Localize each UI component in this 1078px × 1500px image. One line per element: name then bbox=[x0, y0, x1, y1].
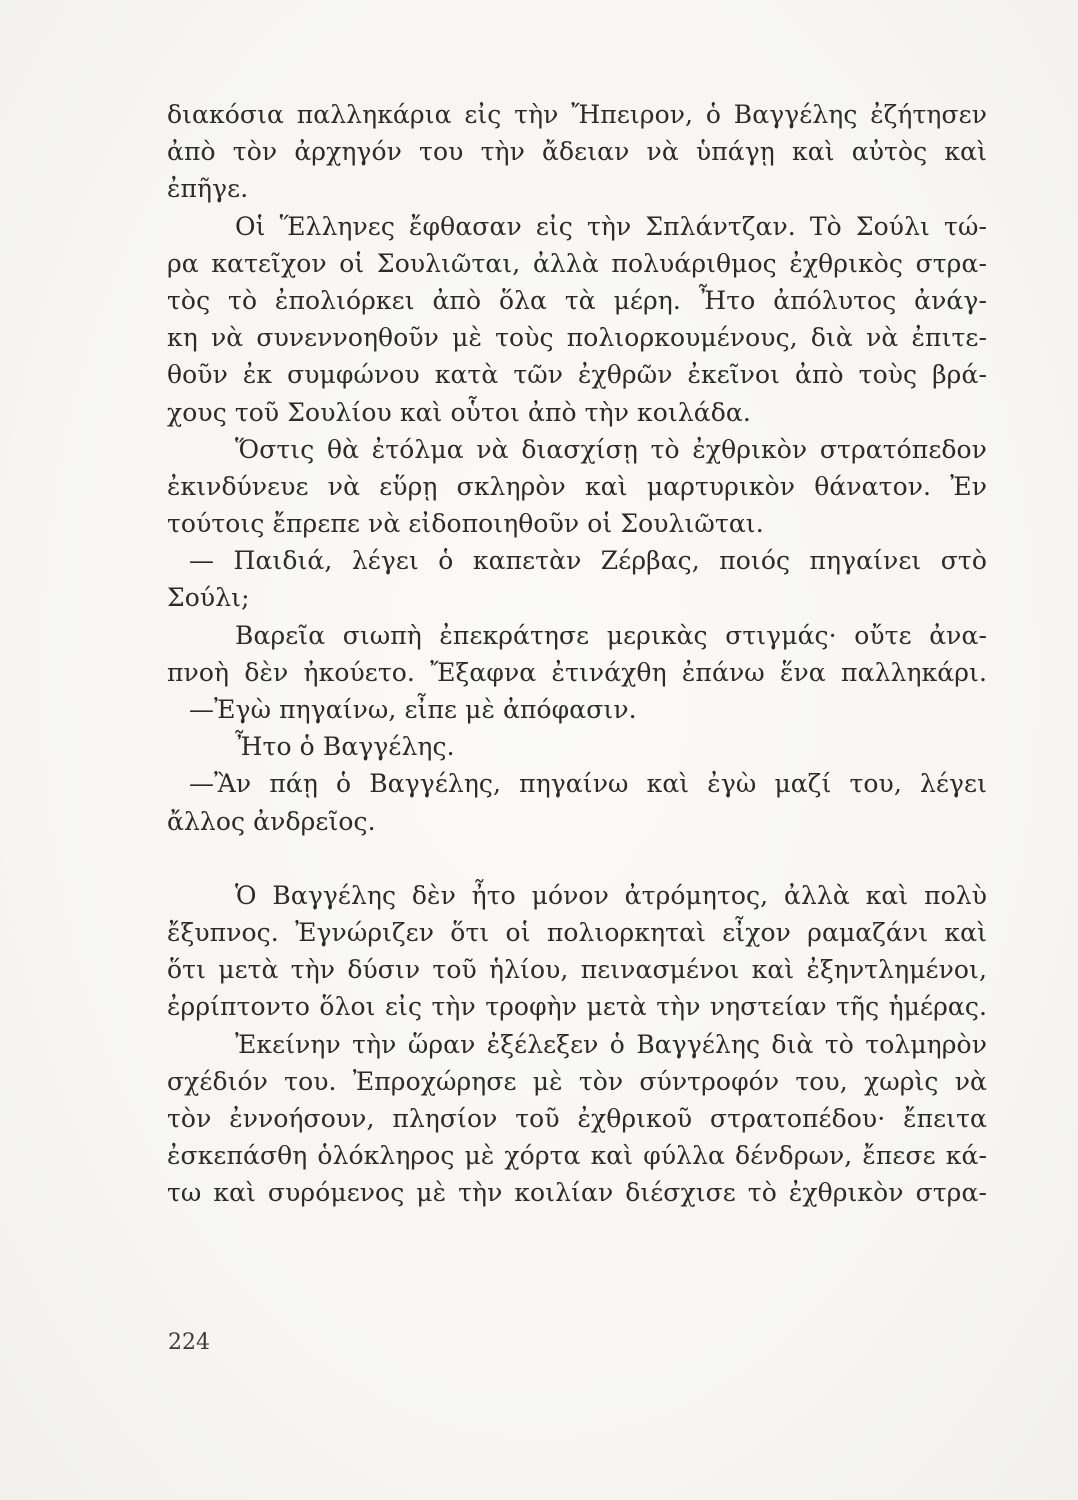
section-break bbox=[167, 840, 987, 877]
text-line: ἐκινδύνευε νὰ εὕρῃ σκληρὸν καὶ μαρτυρικὸν θάνατον. Ἐν bbox=[167, 471, 987, 501]
text-line: Ἦτο ὁ Βαγγέλης. bbox=[235, 732, 455, 762]
text-line: τούτοις ἔπρεπε νὰ εἰδοποιηθοῦν οἱ Σουλιῶται. bbox=[167, 509, 764, 539]
body-text bbox=[167, 96, 987, 1211]
text-line: ἐσκεπάσθη ὁλόκληρος μὲ χόρτα καὶ φύλλα δένδρων, ἔπεσε κά- bbox=[167, 1141, 987, 1171]
page-number: 224 bbox=[168, 1330, 210, 1355]
text-line: τὸν ἐννοήσουν, πλησίον τοῦ ἐχθρικοῦ στρατοπέδου· ἔπειτα bbox=[167, 1103, 987, 1133]
text-line: Βαρεῖα σιωπὴ ἐπεκράτησε μερικὰς στιγμάς· οὔτε ἀνα- bbox=[235, 620, 987, 650]
text-line: πνοὴ δὲν ἠκούετο. Ἔξαφνα ἐτινάχθη ἐπάνω ἕνα παλληκάρι. bbox=[167, 657, 987, 687]
text-line: τω καὶ συρόμενος μὲ τὴν κοιλίαν διέσχισε τὸ ἐχθρικὸν στρα- bbox=[167, 1178, 987, 1208]
text-line: ἀπὸ τὸν ἀρχηγόν του τὴν ἄδειαν νὰ ὑπάγῃ καὶ αὐτὸς καὶ bbox=[167, 137, 987, 167]
text-line: ὅτι μετὰ τὴν δύσιν τοῦ ἡλίου, πεινασμένοι καὶ ἐξηντλημένοι, bbox=[167, 955, 987, 985]
text-line: ἔξυπνος. Ἐγνώριζεν ὅτι οἱ πολιορκηταὶ εἶχον ραμαζάνι καὶ bbox=[167, 917, 987, 947]
dialogue-line: —Ἂν πάῃ ὁ Βαγγέλης, πηγαίνω καὶ ἐγὼ μαζί του, λέγει bbox=[189, 769, 987, 799]
text-line: ἄλλος ἀνδρεῖος. bbox=[167, 806, 376, 836]
text-line: Ὁ Βαγγέλης δὲν ἦτο μόνον ἀτρόμητος, ἀλλὰ καὶ πολὺ bbox=[235, 880, 987, 910]
text-line: διακόσια παλληκάρια εἰς τὴν Ἤπειρον, ὁ Βαγγέλης ἐζήτησεν bbox=[167, 100, 987, 129]
dialogue-line: —Ἐγὼ πηγαίνω, εἶπε μὲ ἀπόφασιν. bbox=[189, 695, 637, 724]
text-line: Οἱ Ἕλληνες ἔφθασαν εἰς τὴν Σπλάντζαν. Τὸ Σούλι τώ- bbox=[235, 211, 987, 241]
text-line: τὸς τὸ ἐπολιόρκει ἀπὸ ὅλα τὰ μέρη. Ἦτο ἀπόλυτος ἀνάγ- bbox=[167, 285, 987, 315]
text-line: ἐρρίπτοντο ὅλοι εἰς τὴν τροφὴν μετὰ τὴν νηστείαν τῆς ἡμέρας. bbox=[167, 992, 987, 1022]
text-line: θοῦν ἐκ συμφώνου κατὰ τῶν ἐχθρῶν ἐκεῖνοι ἀπὸ τοὺς βρά- bbox=[167, 360, 987, 390]
dialogue-line: — Παιδιά, λέγει ὁ καπετὰν Ζέρβας, ποιός πηγαίνει στὸ bbox=[189, 546, 987, 576]
text-line: σχέδιόν του. Ἐπροχώρησε μὲ τὸν σύντροφόν του, χωρὶς νὰ bbox=[167, 1066, 987, 1096]
text-line: Σούλι; bbox=[167, 583, 250, 613]
text-line: ἐπῆγε. bbox=[167, 174, 249, 204]
text-line: χους τοῦ Σουλίου καὶ οὗτοι ἀπὸ τὴν κοιλάδα. bbox=[167, 397, 751, 427]
text-line: ρα κατεῖχον οἱ Σουλιῶται, ἀλλὰ πολυάριθμος ἐχθρικὸς στρα- bbox=[167, 248, 987, 278]
text-line: Ἐκείνην τὴν ὥραν ἐξέλεξεν ὁ Βαγγέλης διὰ τὸ τολμηρὸν bbox=[235, 1029, 987, 1059]
text-line: Ὅστις θὰ ἐτόλμα νὰ διασχίσῃ τὸ ἐχθρικὸν στρατόπεδον bbox=[235, 434, 987, 464]
text-line: κη νὰ συνεννοηθοῦν μὲ τοὺς πολιορκουμένους, διὰ νὰ ἐπιτε- bbox=[167, 323, 987, 353]
